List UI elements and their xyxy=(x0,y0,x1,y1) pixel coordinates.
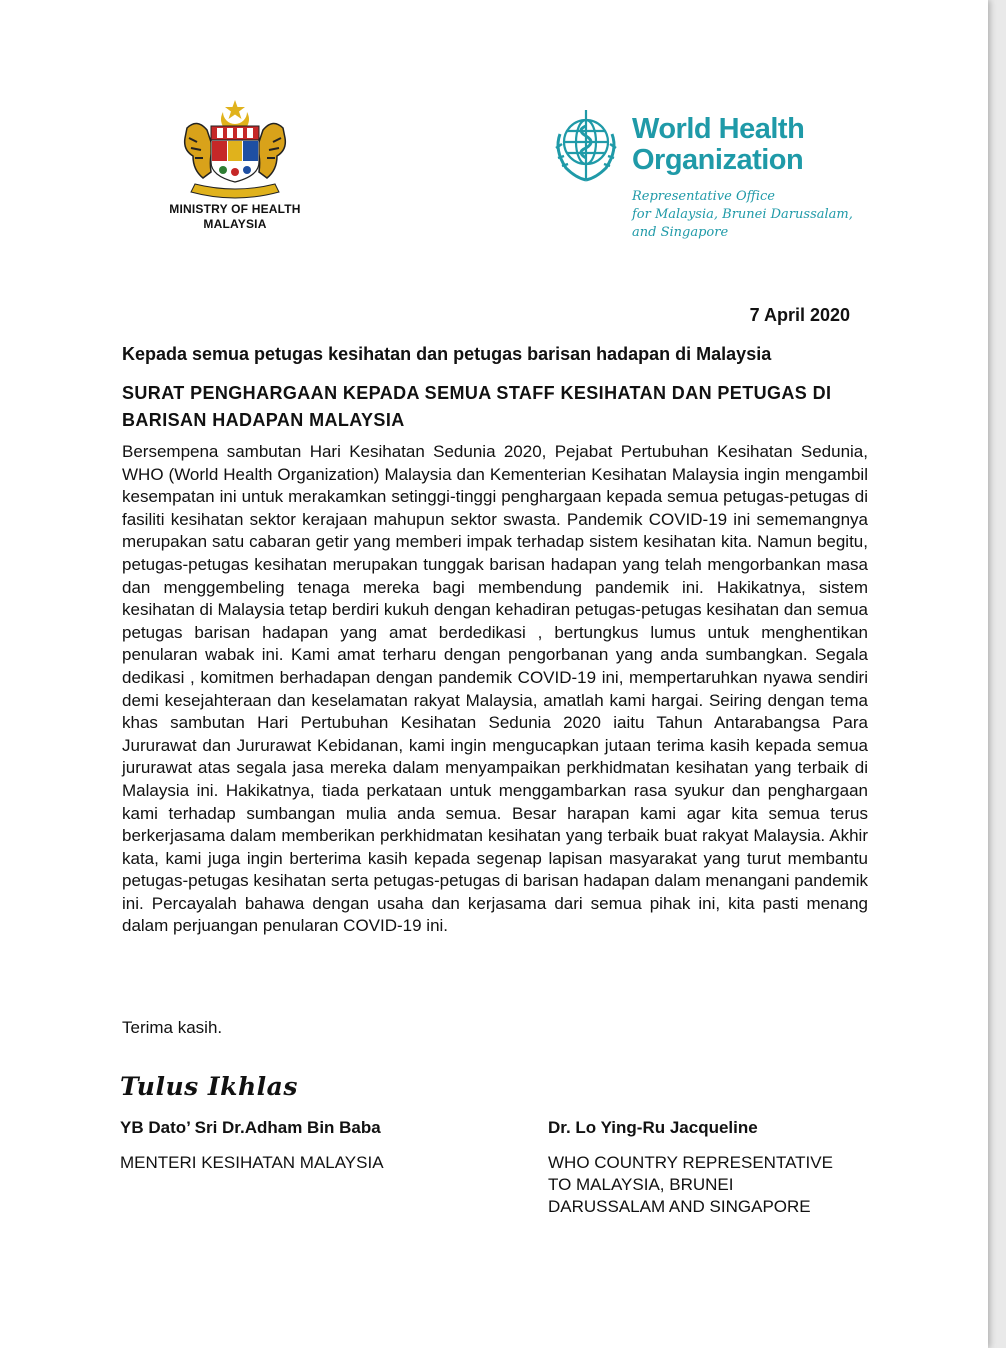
who-office xyxy=(632,188,853,242)
letter-date: 7 April 2020 xyxy=(749,305,850,325)
moh-logo-block xyxy=(150,98,320,232)
who-name xyxy=(632,114,804,176)
who-office-line1: Representative Office xyxy=(632,189,775,204)
letter-subject: SURAT PENGHARGAAN KEPADA SEMUA STAFF KESIHATAN DAN PETUGAS DI BARISAN HADAPAN MALAYSIA xyxy=(122,383,832,430)
moh-name-line1: MINISTRY OF HEALTH xyxy=(169,202,301,216)
signatory-left-title: MENTERI KESIHATAN MALAYSIA xyxy=(120,1153,384,1172)
signatory-left xyxy=(120,1118,500,1174)
moh-name-line2: MALAYSIA xyxy=(203,217,267,231)
letter-thanks: Terima kasih. xyxy=(122,1018,223,1037)
letter-closing: Tulus Ikhlas xyxy=(120,1072,298,1101)
letter-salutation: Kepada semua petugas kesihatan dan petugas barisan hadapan di Malaysia xyxy=(122,344,772,364)
who-office-line2: for Malaysia, Brunei Darussalam, xyxy=(632,207,853,222)
who-name-line1: World Health xyxy=(632,113,805,145)
malaysia-coat-of-arms-icon xyxy=(165,98,305,202)
signatory-right-title: WHO COUNTRY REPRESENTATIVE TO MALAYSIA, BRUNEI DARUSSALAM AND SINGAPORE xyxy=(548,1153,833,1216)
who-office-line3: and Singapore xyxy=(632,225,729,240)
who-emblem-icon xyxy=(546,104,626,184)
signatory-right-name: Dr. Lo Ying-Ru Jacqueline xyxy=(548,1118,758,1137)
who-name-line2: Organization xyxy=(632,144,804,176)
letter-body: Bersempena sambutan Hari Kesihatan Sedunia 2020, Pejabat Pertubuhan Kesihatan Sedunia, WHO (World Health Organization) Malaysia dan Kementerian Kesihatan Malaysia ingin mengambil kesempatan ini untuk merakamkan setinggi-tinggi penghargaan kepada semua petugas-petugas di fasiliti kesihatan sektor kerajaan mahupun sektor swasta. Pandemik COVID-19 ini sememangnya merupakan satu cabaran getir yang memberi impak terhadap sistem kesihatan kita. Namun begitu, petugas-petugas kesihatan merupakan tunggak barisan hadapan yang telah mengorbankan masa dan menggembeling tenaga mereka bagi membendung pandemik ini. Hakikatnya, sistem kesihatan di Malaysia tetap berdiri kukuh dengan kehadiran petugas-petugas kesihatan dan semua petugas barisan hadapan yang amat berdedikasi , bertungkus lumus untuk menghentikan penularan wabak ini. Kami amat terharu dengan pengorbanan yang anda sumbangkan. Segala dedikasi , komitmen berhadapan dengan pandemik COVID-19 ini, mempertaruhkan nyawa sendiri demi kesejahteraan dan keselamatan rakyat Malaysia, amatlah kami hargai. Seiring dengan tema khas sambutan Hari Pertubuhan Kesihatan Sedunia 2020 iaitu Tahun Antarabangsa Para Jururawat dan Jururawat Kebidanan, kami ingin mengucapkan jutaan terima kasih kepada semua jururawat atas segala jasa mereka dalam menyampaikan perkhidmatan kesihatan yang terbaik di Malaysia ini. Hakikatnya, tiada perkataan untuk menggambarkan rasa syukur dan penghargaan kami terhadap sumbangan mulia anda semua. Besar harapan kami agar kita semua terus berkerjasama dalam memberikan perkhidmatan kesihatan yang terbaik buat rakyat Malaysia. Akhir kata, kami juga ingin berterima kasih kepada segenap lapisan masyarakat yang turut membantu petugas-petugas kesihatan serta petugas-petugas di barisan hadapan dalam menangani pandemik ini. Percayalah bahawa dengan usaha dan kerjasama dari semua pihak ini, kita pasti menang dalam perjuangan penularan COVID-19 ini. xyxy=(122,442,868,936)
signatory-left-name: YB Dato’ Sri Dr.Adham Bin Baba xyxy=(120,1118,381,1137)
signatory-right xyxy=(548,1118,928,1218)
